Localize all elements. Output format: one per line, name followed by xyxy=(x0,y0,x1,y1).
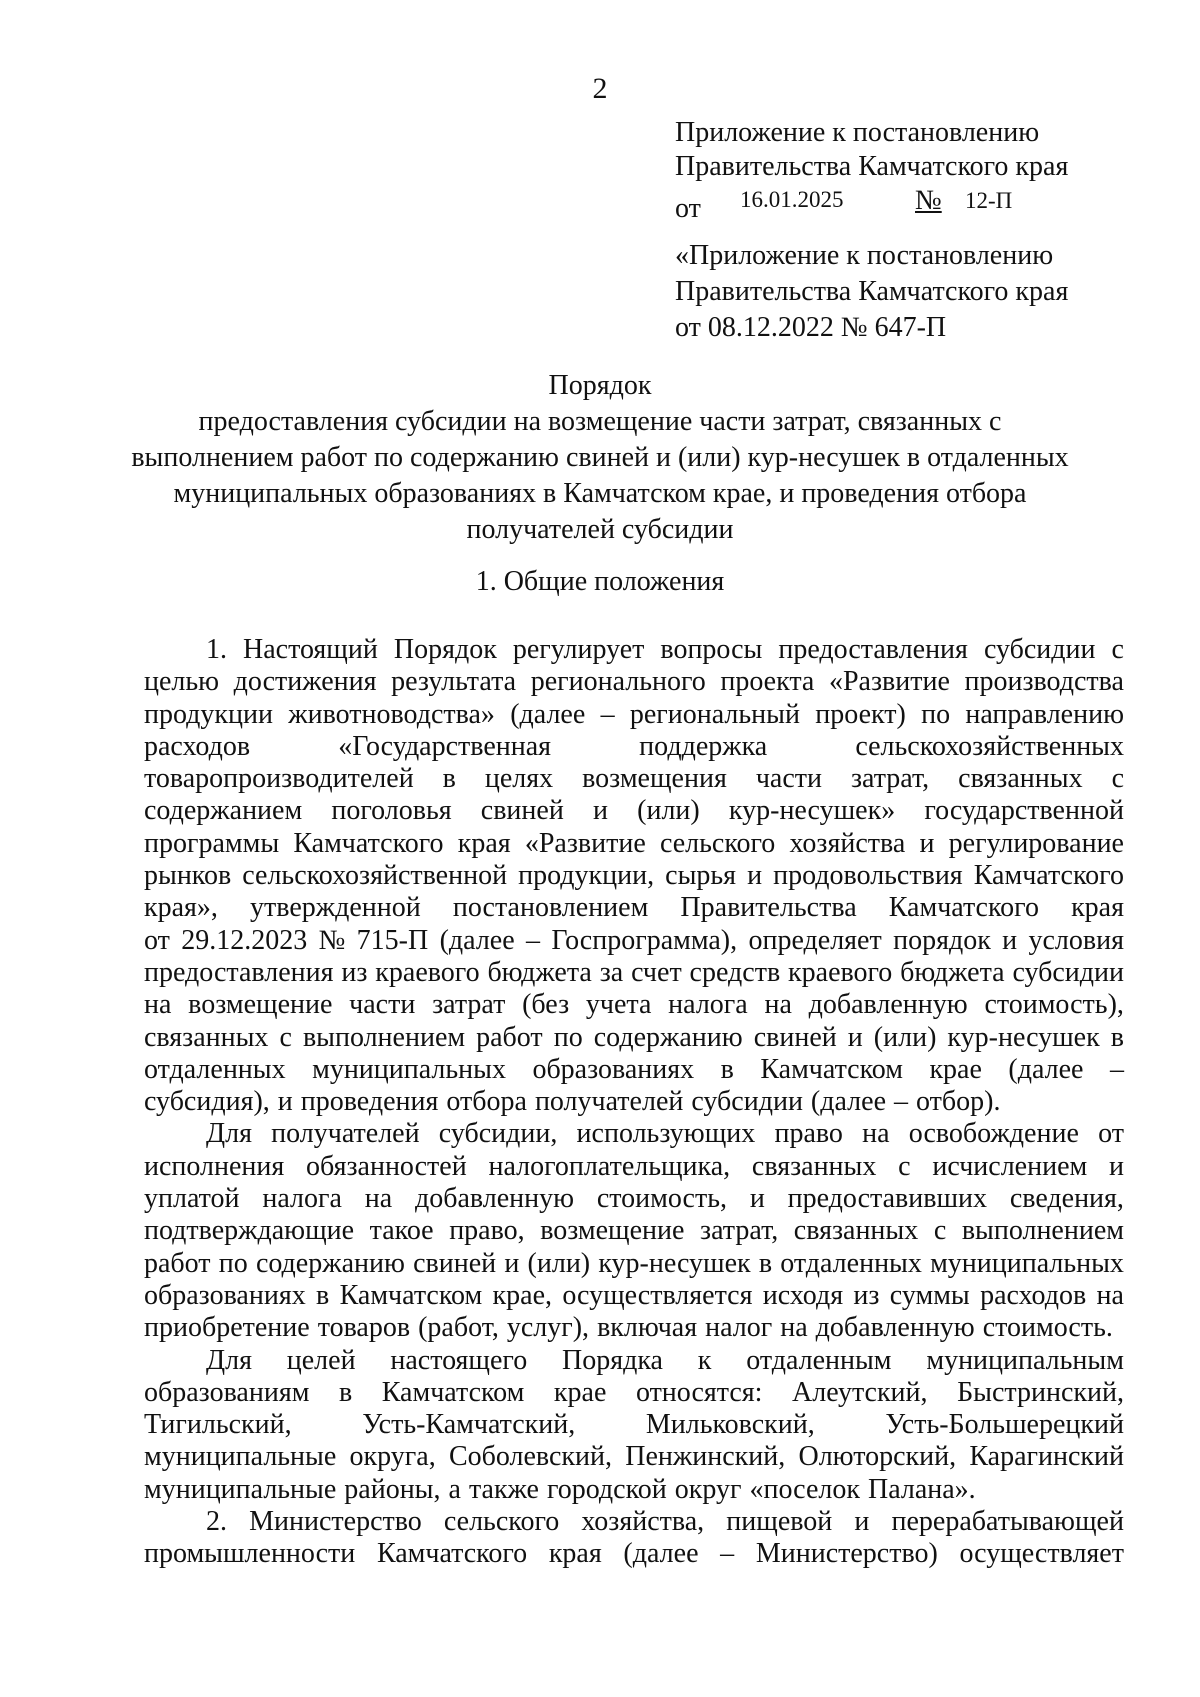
title-line-2: выполнением работ по содержанию свиней и (или) кур-несушек в отдаленных xyxy=(131,442,1069,473)
body-line: муниципальные районы, а также городской округ «поселок Палана». xyxy=(144,1473,976,1505)
approval-block xyxy=(675,116,1069,224)
approval-date-row xyxy=(675,184,1068,224)
body-line: подтверждающие такое право, возмещение затрат, связанных с выполнением xyxy=(144,1215,1124,1247)
approval-line-1: Приложение к постановлению xyxy=(675,117,1040,148)
approval-number-sign: № xyxy=(915,185,942,216)
body-line: образованиям в Камчатском крае относятся: Алеутский, Быстринский, xyxy=(144,1376,1124,1408)
body-line: на возмещение части затрат (без учета налога на добавленную стоимость), xyxy=(144,989,1124,1021)
approval-date: 16.01.2025 xyxy=(740,187,844,212)
body-line: Тигильский, Усть-Камчатский, Мильковский, Усть-Большерецкий xyxy=(144,1409,1124,1441)
body-line: приобретение товаров (работ, услуг), включая налог на добавленную стоимость. xyxy=(144,1312,1113,1344)
section-heading: 1. Общие положения xyxy=(475,566,725,597)
body-line: предоставления из краевого бюджета за счет средств краевого бюджета субсидии xyxy=(144,956,1124,988)
body-line: продукции животноводства» (далее – региональный проект) по направлению xyxy=(144,698,1124,730)
previous-approval-line-1: «Приложение к постановлению xyxy=(675,240,1054,271)
body-line: отдаленных муниципальных образованиях в Камчатском крае (далее – xyxy=(144,1053,1124,1085)
body-line: образованиях в Камчатском крае, осуществляется исходя из суммы расходов на xyxy=(144,1279,1124,1311)
body-line: Для получателей субсидии, использующих право на освобождение от xyxy=(206,1118,1124,1150)
body-line: рынков сельскохозяйственной продукции, сырья и продовольствия Камчатского xyxy=(144,860,1124,892)
document-title xyxy=(0,368,1200,548)
title-heading: Порядок xyxy=(548,370,652,401)
body-line: края», утвержденной постановлением Правительства Камчатского края xyxy=(144,892,1124,924)
body-line: 2. Министерство сельского хозяйства, пищевой и перерабатывающей xyxy=(206,1506,1124,1538)
body-line: Для целей настоящего Порядка к отдаленным муниципальным xyxy=(206,1344,1124,1376)
page-number: 2 xyxy=(592,72,608,105)
approval-number: 12-П xyxy=(965,188,1013,213)
previous-approval-block xyxy=(675,238,1068,346)
body-line: содержанием поголовья свиней и (или) кур-несушек» государственной xyxy=(144,795,1124,827)
previous-approval-line-3: от 08.12.2022 № 647-П xyxy=(675,312,947,343)
body-line: исполнения обязанностей налогоплательщика, связанных с исчислением и xyxy=(144,1150,1124,1182)
title-line-1: предоставления субсидии на возмещение части затрат, связанных с xyxy=(198,406,1002,437)
body-line: субсидия), и проведения отбора получателей субсидии (далее – отбор). xyxy=(144,1086,1001,1118)
body-line: муниципальные округа, Соболевский, Пенжинский, Олюторский, Карагинский xyxy=(144,1441,1124,1473)
approval-ot: от xyxy=(675,193,701,224)
body-line: от 29.12.2023 № 715-П (далее – Госпрограмма), определяет порядок и условия xyxy=(144,924,1124,956)
body-line: связанных с выполнением работ по содержанию свиней и (или) кур-несушек в xyxy=(144,1021,1124,1053)
body-line: уплатой налога на добавленную стоимость, и предоставивших сведения, xyxy=(144,1183,1124,1215)
body-line: программы Камчатского края «Развитие сельского хозяйства и регулирование xyxy=(144,827,1124,859)
approval-line-2: Правительства Камчатского края xyxy=(675,151,1069,182)
body-line: товаропроизводителей в целях возмещения части затрат, связанных с xyxy=(144,763,1124,795)
title-line-4: получателей субсидии xyxy=(466,514,734,545)
body-line: работ по содержанию свиней и (или) кур-несушек в отдаленных муниципальных xyxy=(144,1247,1124,1279)
body-line: расходов «Государственная поддержка сельскохозяйственных xyxy=(144,730,1124,762)
body-line: целью достижения результата регионального проекта «Развитие производства xyxy=(144,666,1124,698)
body-text xyxy=(144,634,1124,1571)
body-line: 1. Настоящий Порядок регулирует вопросы предоставления субсидии с xyxy=(206,634,1124,665)
previous-approval-line-2: Правительства Камчатского края xyxy=(675,276,1069,307)
body-line: промышленности Камчатского края (далее – Министерство) осуществляет xyxy=(144,1538,1124,1570)
title-line-3: муниципальных образованиях в Камчатском крае, и проведения отбора xyxy=(173,478,1027,509)
